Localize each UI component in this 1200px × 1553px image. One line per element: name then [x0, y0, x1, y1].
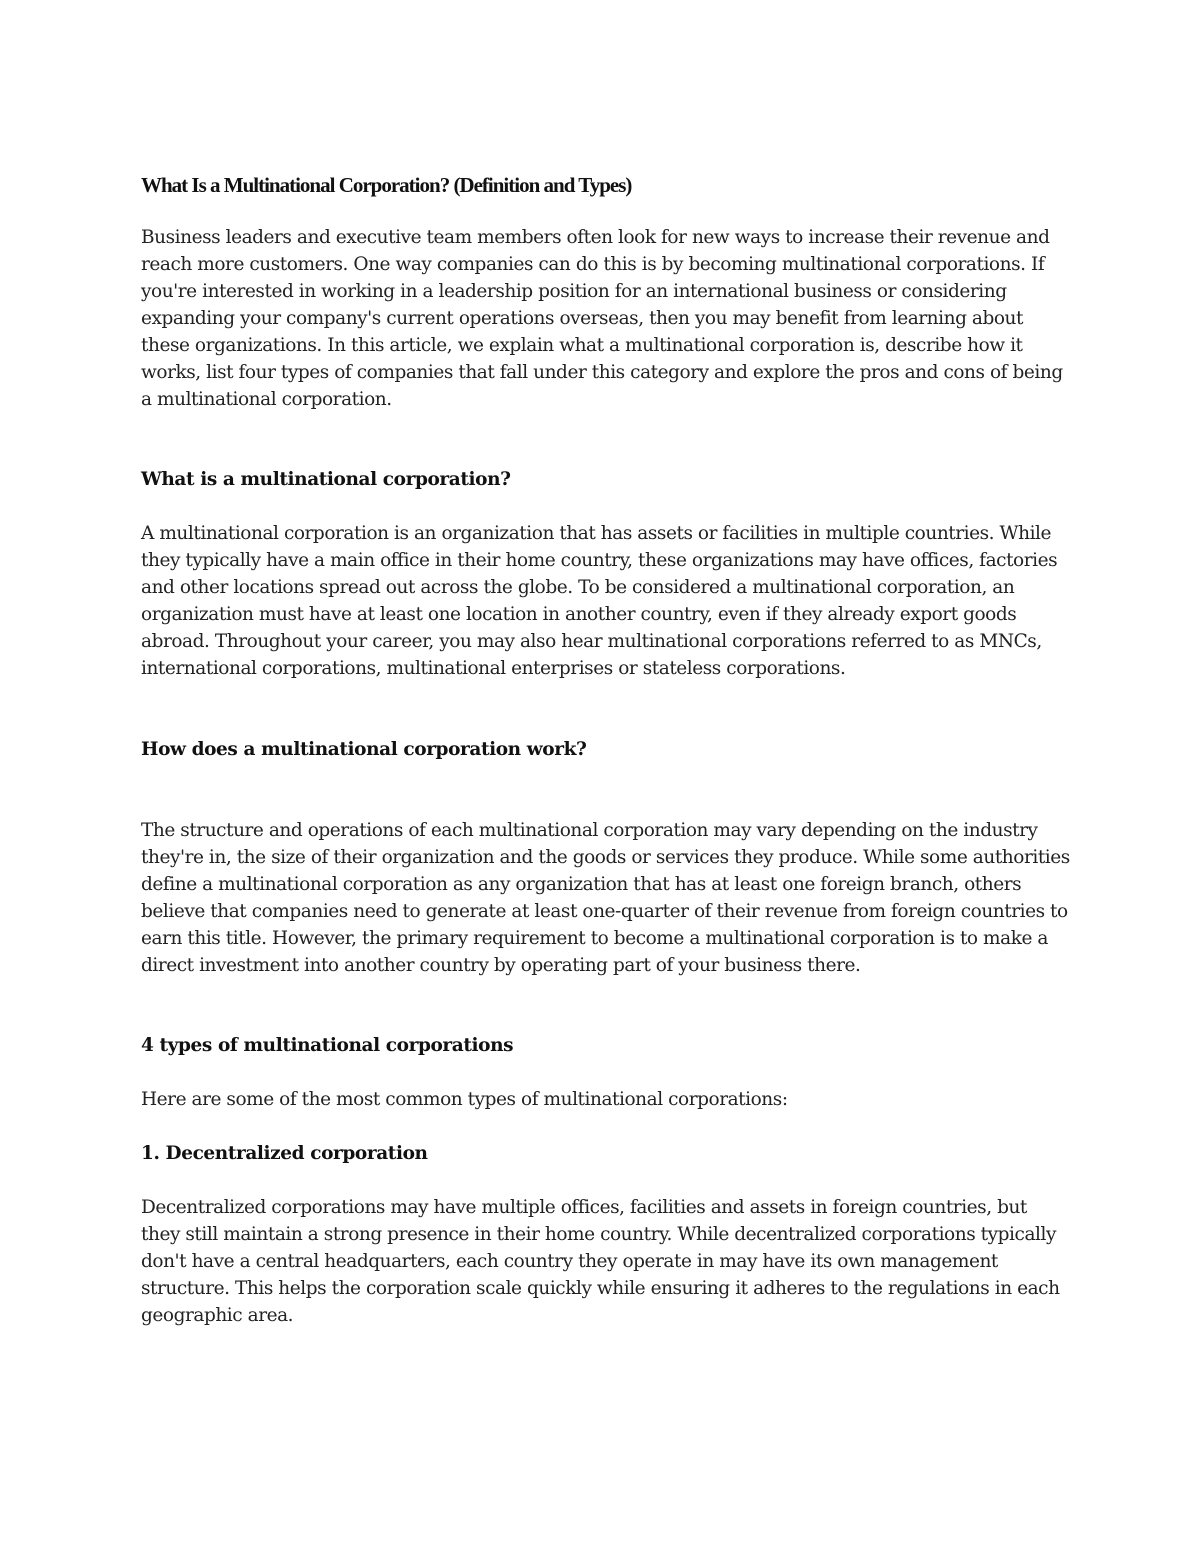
- document-body: [141, 166, 1071, 1329]
- section-heading-how-it-works: How does a multinational corporation work?: [141, 739, 587, 760]
- section-heading-what-is: What is a multinational corporation?: [141, 469, 511, 490]
- type-heading-decentralized: 1. Decentralized corporation: [141, 1143, 428, 1164]
- section-heading-types: 4 types of multinational corporations: [141, 1035, 514, 1056]
- section-body-how-it-works: The structure and operations of each multinational corporation may vary depending on the industry they're in, the size of their organization and the goods or services they produce. While some authorities define a multinational corporation as any organization that has at least one foreign branch, others believe that companies need to generate at least one-quarter of their revenue from foreign countries to earn this title. However, the primary requirement to become a multinational corporation is to make a direct investment into another country by operating part of your business there.: [141, 820, 1070, 976]
- section-intro-types: Here are some of the most common types of multinational corporations:: [141, 1089, 788, 1110]
- intro-paragraph: Business leaders and executive team members often look for new ways to increase their revenue and reach more customers. One way companies can do this is by becoming multinational corporations. If you're interested in working in a leadership position for an international business or considering expanding your company's current operations overseas, then you may benefit from learning about these organizations. In this article, we explain what a multinational corporation is, describe how it works, list four types of companies that fall under this category and explore the pros and cons of being a multinational corporation.: [141, 227, 1063, 410]
- section-body-what-is: A multinational corporation is an organization that has assets or facilities in multiple countries. While they typically have a main office in their home country, these organizations may have offices, factories and other locations spread out across the globe. To be considered a multinational corporation, an organization must have at least one location in another country, even if they already export goods abroad. Throughout your career, you may also hear multinational corporations referred to as MNCs, international corporations, multinational enterprises or stateless corporations.: [141, 523, 1058, 679]
- document-title: What Is a Multinational Corporation? (Definition and Types): [141, 173, 632, 197]
- type-body-decentralized: Decentralized corporations may have multiple offices, facilities and assets in foreign countries, but they still maintain a strong presence in their home country. While decentralized corporations typically don't have a central headquarters, each country they operate in may have its own management structure. This helps the corporation scale quickly while ensuring it adheres to the regulations in each geographic area.: [141, 1197, 1060, 1326]
